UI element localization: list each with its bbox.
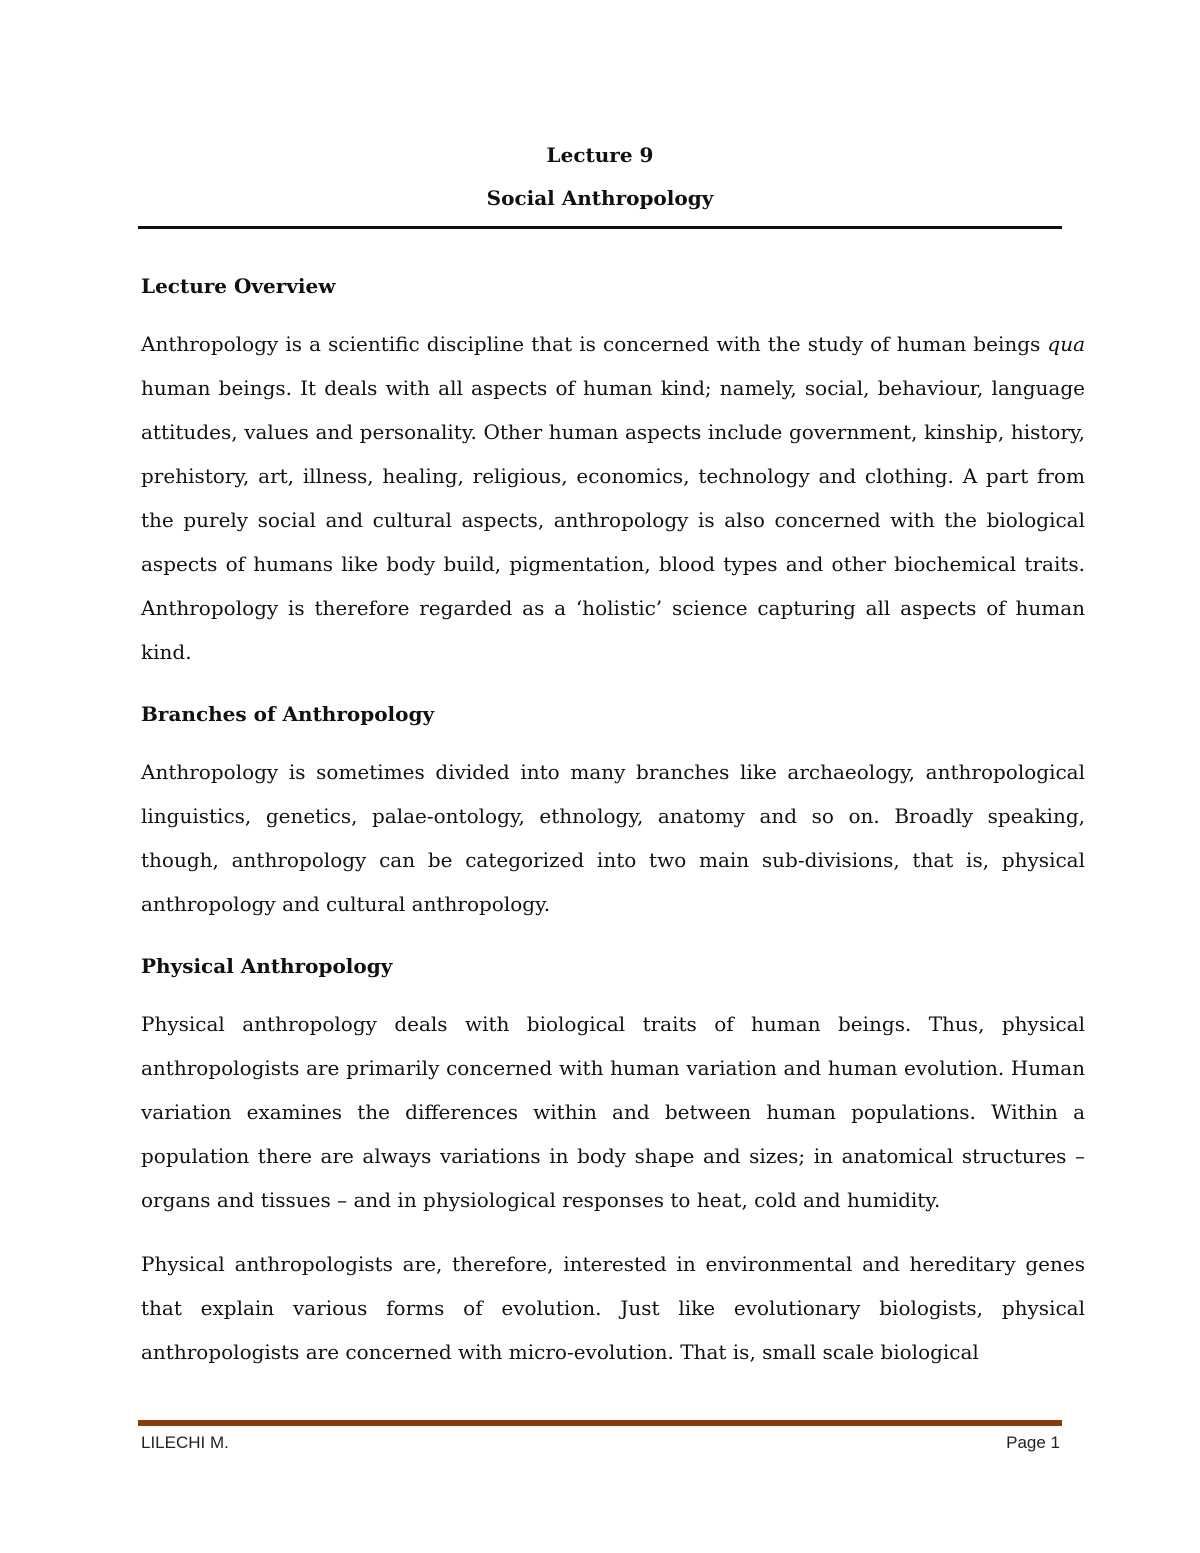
footer-author: LILECHI M. (141, 1433, 229, 1452)
branches-paragraph: Anthropology is sometimes divided into many branches like archaeology, anthropological linguistics, genetics, palae-ontology, ethnology, anatomy and so on. Broadly speaking, though, anthropology can be categorized into two main sub-divisions, that is, physical anthropology and cultural anthropology. (141, 760, 1085, 916)
document-body (141, 270, 1085, 1374)
course-title: Social Anthropology (486, 186, 714, 210)
overview-paragraph (141, 322, 1085, 674)
overview-text-b: human beings. It deals with all aspects of human kind; namely, social, behaviour, language attitudes, values and personality. Other human aspects include government, kinship, history, prehistory, art, illness, healing, religious, economics, technology and clothing. A part from the purely social and cultural aspects, anthropology is also concerned with the biological aspects of humans like body build, pigmentation, blood types and other biochemical traits. Anthropology is therefore regarded as a ‘holistic’ science capturing all aspects of human kind. (141, 376, 1085, 664)
title-divider (138, 226, 1062, 229)
lecture-number: Lecture 9 (546, 143, 654, 167)
overview-heading: Lecture Overview (141, 274, 336, 298)
overview-text-italic: qua (1047, 332, 1085, 356)
page-number: Page 1 (1006, 1433, 1060, 1452)
overview-text-a: Anthropology is a scientific discipline that is concerned with the study of human beings (141, 332, 1048, 356)
physical-paragraph-2: Physical anthropologists are, therefore, interested in environmental and hereditary genes that explain various forms of evolution. Just like evolutionary biologists, physical anthropologists are concerned with micro-evolution. That is, small scale biological (141, 1252, 1085, 1364)
footer-divider (138, 1420, 1062, 1426)
branches-heading: Branches of Anthropology (141, 702, 435, 726)
physical-heading: Physical Anthropology (141, 954, 393, 978)
physical-paragraph-1: Physical anthropology deals with biological traits of human beings. Thus, physical anthropologists are primarily concerned with human variation and human evolution. Human variation examines the differences within and between human populations. Within a population there are always variations in body shape and sizes; in anatomical structures – organs and tissues – and in physiological responses to heat, cold and humidity. (141, 1012, 1085, 1212)
